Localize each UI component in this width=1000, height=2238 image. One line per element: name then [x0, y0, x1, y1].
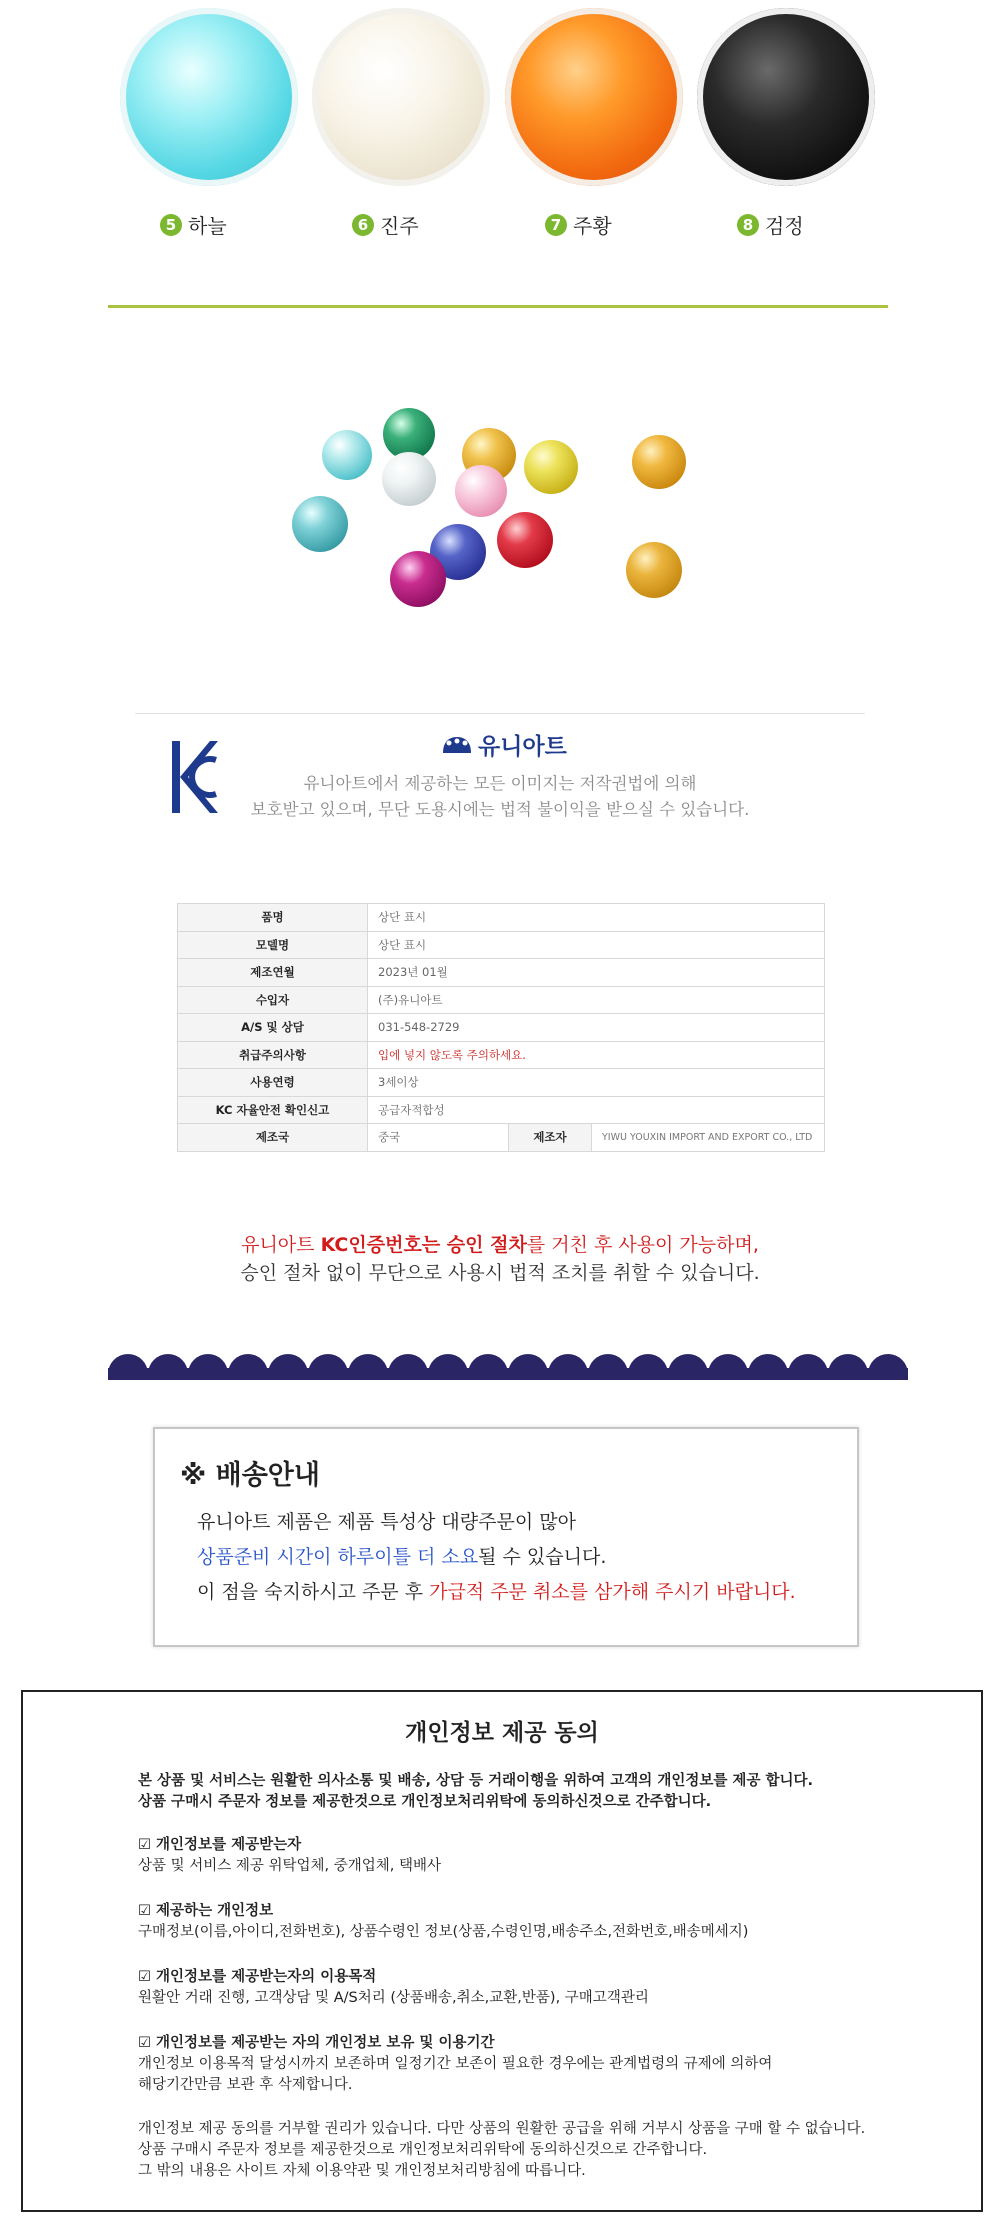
scallop-shape	[588, 1354, 628, 1380]
bead-photo-orange	[505, 8, 683, 186]
color-name: 검정	[765, 214, 804, 238]
spec-label: 모델명	[178, 931, 368, 959]
scallop-shape	[828, 1354, 868, 1380]
scallop-shape	[188, 1354, 228, 1380]
spec-value: 상단 표시	[368, 904, 825, 932]
privacy-section-title: ☑ 개인정보를 제공받는자의 이용목적	[138, 1969, 377, 1985]
scallop-shape	[788, 1354, 828, 1380]
scallop-shape	[428, 1354, 468, 1380]
spec-label: 제조자	[509, 1124, 592, 1152]
shipping-warning: 가급적 주문 취소를 삼가해 주시기 바랍니다.	[429, 1581, 796, 1603]
shipping-title: ※ 배송안내	[180, 1460, 320, 1491]
bead	[632, 435, 686, 489]
color-label-7	[545, 210, 612, 239]
scallop-shape	[508, 1354, 548, 1380]
privacy-section-body: 상품 및 서비스 제공 위탁업체, 중개업체, 택배사	[138, 1858, 442, 1874]
privacy-section-body: 해당기간만큼 보관 후 삭제합니다.	[138, 2077, 353, 2093]
number-badge: 7	[545, 214, 567, 236]
table-row	[178, 931, 825, 959]
color-label-8	[737, 210, 804, 239]
table-row	[178, 1124, 825, 1152]
table-row	[178, 904, 825, 932]
scallop-shape	[308, 1354, 348, 1380]
brand-logo	[440, 728, 567, 761]
scallop-shape	[868, 1354, 908, 1380]
spec-label: 제조국	[178, 1124, 368, 1152]
shipping-emphasis: 상품준비 시간이 하루이틀 더 소요	[197, 1546, 479, 1568]
privacy-section-title: ☑ 제공하는 개인정보	[138, 1903, 274, 1919]
spec-value: YIWU YOUXIN IMPORT AND EXPORT CO., LTD	[592, 1124, 825, 1152]
privacy-section-title: ☑ 개인정보를 제공받는 자의 개인정보 보유 및 이용기간	[138, 2035, 495, 2051]
scallop-divider	[108, 1354, 908, 1380]
color-label-5	[160, 210, 227, 239]
bead	[455, 465, 507, 517]
table-row	[178, 1014, 825, 1042]
kc-notice-text: 를 거친 후 사용이 가능하며,	[526, 1234, 759, 1256]
spec-value: 중국	[368, 1124, 509, 1152]
table-row	[178, 1041, 825, 1069]
kc-notice-emphasis: KC인증번호는 승인 절차	[320, 1234, 527, 1256]
bead	[292, 496, 348, 552]
scallop-shape	[268, 1354, 308, 1380]
kc-certification-notice	[150, 1231, 850, 1287]
color-label-6	[352, 210, 419, 239]
copyright-line: 유니아트에서 제공하는 모든 이미지는 저작권법에 의해	[303, 774, 697, 793]
kc-notice-line	[150, 1231, 850, 1259]
spec-value: 3세이상	[368, 1069, 825, 1097]
shipping-text: 이 점을 숙지하시고 주문 후	[197, 1581, 430, 1603]
bead-photo-sky	[120, 8, 298, 186]
kc-divider	[135, 713, 865, 714]
color-name: 주황	[573, 214, 612, 238]
scallop-shape	[748, 1354, 788, 1380]
privacy-outro: 그 밖의 내용은 사이트 자체 이용약관 및 개인정보처리방침에 따릅니다.	[138, 2163, 586, 2179]
copyright-notice	[250, 771, 750, 823]
scallop-shape	[388, 1354, 428, 1380]
kc-mark-icon	[170, 738, 220, 816]
shipping-line	[197, 1577, 796, 1604]
bead	[322, 430, 372, 480]
spec-value: 공급자적합성	[368, 1096, 825, 1124]
privacy-intro: 본 상품 및 서비스는 원활한 의사소통 및 배송, 상담 등 거래이행을 위하여 고객의 개인정보를 제공 합니다.	[138, 1773, 814, 1789]
kc-notice-line: 승인 절차 없이 무단으로 사용시 법적 조치를 취할 수 있습니다.	[240, 1262, 760, 1284]
number-badge: 8	[737, 214, 759, 236]
privacy-section-body: 개인정보 이용목적 달성시까지 보존하며 일정기간 보존이 필요한 경우에는 관계법령의 규제에 의하여	[138, 2056, 773, 2072]
shipping-notice-box	[153, 1427, 859, 1647]
spec-value: 031-548-2729	[368, 1014, 825, 1042]
privacy-outro: 상품 구매시 주문자 정보를 제공한것으로 개인정보처리위탁에 동의하신것으로 간주합니다.	[138, 2142, 708, 2158]
scallop-shape	[708, 1354, 748, 1380]
spec-value: (주)유니아트	[368, 986, 825, 1014]
scallop-shape	[228, 1354, 268, 1380]
spec-label: 수입자	[178, 986, 368, 1014]
privacy-section-body: 원활안 거래 진행, 고객상담 및 A/S처리 (상품배송,취소,교환,반품), 구매고객관리	[138, 1990, 649, 2006]
spec-value: 2023년 01월	[368, 959, 825, 987]
privacy-section-body: 구매정보(이름,아이디,전화번호), 상품수령인 정보(상품,수령인명,배송주소,전화번호,배송메세지)	[138, 1924, 749, 1940]
bead-photo-pearl	[312, 8, 490, 186]
copyright-line: 보호받고 있으며, 무단 도용시에는 법적 불이익을 받으실 수 있습니다.	[250, 800, 750, 819]
scallop-shape	[348, 1354, 388, 1380]
privacy-intro: 상품 구매시 주문자 정보를 제공한것으로 개인정보처리위탁에 동의하신것으로 간주합니다.	[138, 1794, 712, 1810]
spec-value: 입에 넣지 않도록 주의하세요.	[368, 1041, 825, 1069]
scallop-shape	[108, 1354, 148, 1380]
number-badge: 6	[352, 214, 374, 236]
bead	[390, 551, 446, 607]
bead	[382, 452, 436, 506]
scallop-shape	[148, 1354, 188, 1380]
shipping-line	[197, 1542, 606, 1569]
table-row	[178, 986, 825, 1014]
color-name: 하늘	[188, 214, 227, 238]
table-row	[178, 959, 825, 987]
bead	[524, 440, 578, 494]
shipping-line: 유니아트 제품은 제품 특성상 대량주문이 많아	[197, 1511, 576, 1533]
privacy-outro: 개인정보 제공 동의를 거부할 권리가 있습니다. 다만 상품의 원활한 공급을 위해 거부시 상품을 구매 할 수 없습니다.	[138, 2121, 866, 2137]
scallop-shape	[468, 1354, 508, 1380]
brand-name: 유니아트	[478, 734, 567, 760]
number-badge: 5	[160, 214, 182, 236]
brand-crown-icon	[440, 733, 474, 757]
spec-value: 상단 표시	[368, 931, 825, 959]
table-row	[178, 1096, 825, 1124]
color-name: 진주	[380, 214, 419, 238]
bead-photo-black	[697, 8, 875, 186]
privacy-section-title: ☑ 개인정보를 제공받는자	[138, 1837, 302, 1853]
bead	[626, 542, 682, 598]
bead	[497, 512, 553, 568]
spec-label: 사용연령	[178, 1069, 368, 1097]
product-spec-table	[177, 903, 825, 1152]
scallop-shape	[548, 1354, 588, 1380]
kc-notice-text: 유니아트	[241, 1234, 321, 1256]
spec-label: A/S 및 상담	[178, 1014, 368, 1042]
table-row	[178, 1069, 825, 1097]
spec-label: 제조연월	[178, 959, 368, 987]
section-divider	[108, 305, 888, 308]
spec-label: KC 자율안전 확인신고	[178, 1096, 368, 1124]
spec-label: 취급주의사항	[178, 1041, 368, 1069]
privacy-title: 개인정보 제공 동의	[405, 1720, 599, 1746]
shipping-text: 될 수 있습니다.	[478, 1546, 607, 1568]
spec-label: 품명	[178, 904, 368, 932]
privacy-consent-box	[21, 1690, 983, 2212]
scallop-shape	[668, 1354, 708, 1380]
scallop-shape	[628, 1354, 668, 1380]
